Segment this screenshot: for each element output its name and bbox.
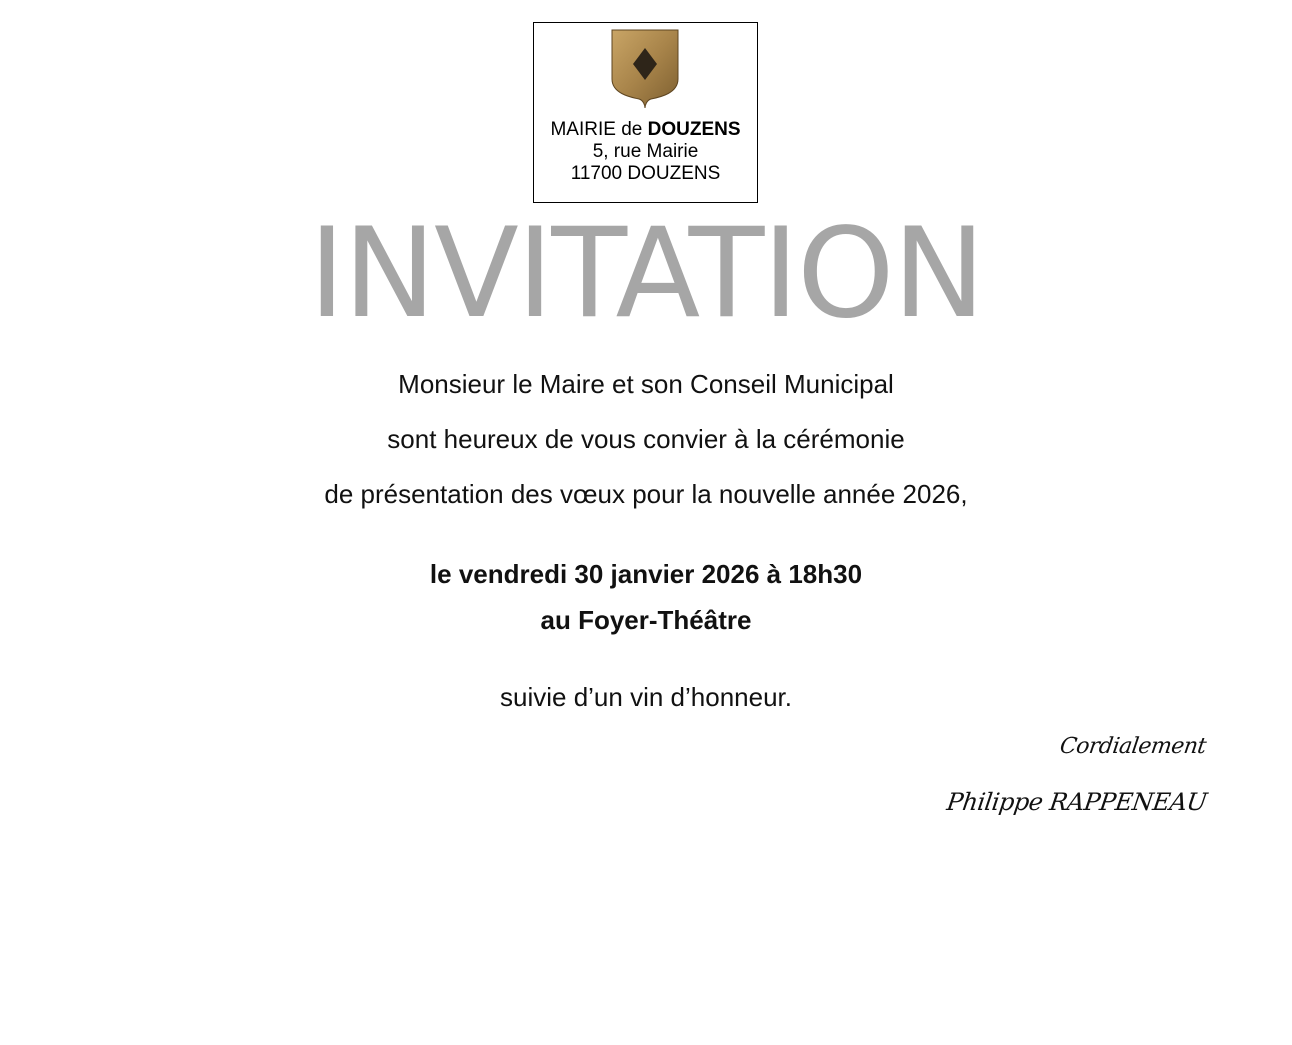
- body-line-2: sont heureux de vous convier à la cérémonie: [387, 424, 905, 454]
- invitation-title: INVITATION: [308, 202, 984, 346]
- event-venue-line: au Foyer-Théâtre: [540, 605, 752, 635]
- crest-shield-icon: [611, 29, 679, 109]
- body-line-1: Monsieur le Maire et son Conseil Municipal: [398, 369, 894, 399]
- letterhead-line-city: 11700 DOUZENS: [570, 163, 721, 184]
- letterhead-box: [533, 22, 758, 203]
- signature-name: Philippe RAPPENEAU: [944, 788, 1208, 816]
- letterhead-town-name: DOUZENS: [647, 119, 741, 140]
- closing-line: suivie d’un vin d’honneur.: [500, 682, 792, 712]
- letterhead-line-mairie: MAIRIE de DOUZENS: [550, 119, 741, 140]
- letterhead-line-street: 5, rue Mairie: [592, 141, 699, 162]
- signature-greeting: Cordialement: [1058, 734, 1208, 759]
- event-date-line: le vendredi 30 janvier 2026 à 18h30: [429, 559, 863, 589]
- body-line-3: de présentation des vœux pour la nouvelle année 2026,: [324, 479, 968, 509]
